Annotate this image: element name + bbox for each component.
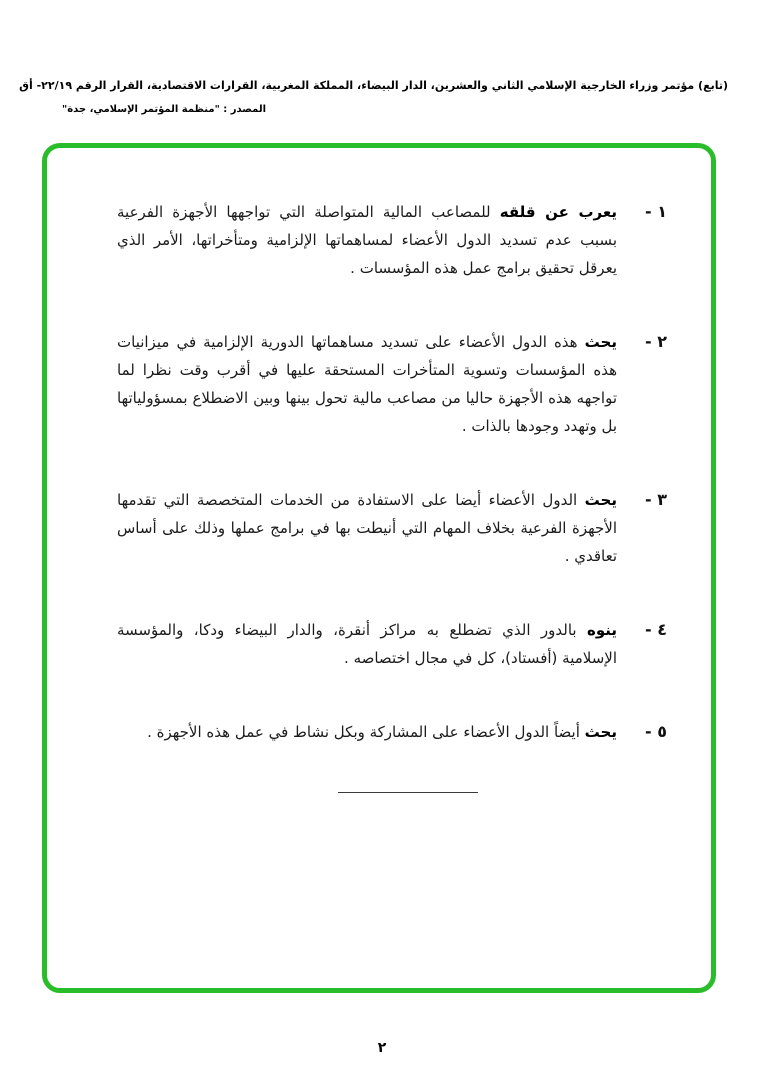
item-text bbox=[117, 486, 617, 570]
resolution-item bbox=[117, 718, 667, 746]
document-header: (تابع) مؤتمر وزراء الخارجية الإسلامي الثاني والعشرين، الدار البيضاء، المملكة المغربية، القرارات الاقتصادية، القرار الرقم ٢٢/١٩- أق bbox=[19, 79, 728, 92]
item-number: ٤ - bbox=[645, 620, 667, 639]
item-rest: أيضاً الدول الأعضاء على المشاركة وبكل نشاط في عمل هذه الأجهزة . bbox=[147, 723, 580, 741]
item-lead: يعرب عن قلقه bbox=[499, 203, 617, 221]
item-text bbox=[117, 616, 617, 672]
resolution-item bbox=[117, 198, 667, 282]
item-rest: الدول الأعضاء أيضا على الاستفادة من الخدمات المتخصصة التي تقدمها الأجهزة الفرعية بخلاف المهام التي أنيطت بها في برامج عملها وذلك على أساس تعاقدي . bbox=[117, 491, 617, 565]
item-text bbox=[117, 718, 617, 746]
item-lead: يحث bbox=[584, 723, 617, 741]
item-lead: ينوه bbox=[586, 621, 617, 639]
item-number: ٢ - bbox=[645, 332, 667, 351]
resolution-item bbox=[117, 328, 667, 440]
separator-line bbox=[338, 792, 478, 793]
item-rest: هذه الدول الأعضاء على تسديد مساهماتها الدورية الإلزامية في ميزانيات هذه المؤسسات وتسوية المتأخرات المستحقة عليها في أقرب وقت نظرا لما تواجهه هذه الأجهزة حاليا من مصاعب مالية تحول بينها وبين الاضطلاع بمسؤولياتها بل وتهدد وجودها بالذات . bbox=[117, 333, 617, 435]
item-text bbox=[117, 198, 617, 282]
resolution-list bbox=[47, 148, 711, 793]
item-text bbox=[117, 328, 617, 440]
item-number: ١ - bbox=[645, 202, 667, 221]
resolution-item bbox=[117, 616, 667, 672]
item-lead: يحث bbox=[584, 491, 617, 509]
page-number: ٢ bbox=[377, 1040, 387, 1056]
source-line: المصدر : "منظمة المؤتمر الإسلامي، جدة" bbox=[62, 104, 267, 115]
item-rest: بالدور الذي تضطلع به مراكز أنقرة، والدار البيضاء ودكا، والمؤسسة الإسلامية (أفستاد)، كل في مجال اختصاصه . bbox=[117, 621, 617, 667]
resolution-frame bbox=[42, 143, 716, 993]
item-lead: يحث bbox=[584, 333, 617, 351]
item-rest: للمصاعب المالية المتواصلة التي تواجهها الأجهزة الفرعية بسبب عدم تسديد الدول الأعضاء لمساهماتها الإلزامية ومتأخراتها، الأمر الذي يعرقل تحقيق برامج عمل هذه المؤسسات . bbox=[117, 203, 617, 277]
item-number: ٥ - bbox=[645, 722, 667, 741]
resolution-item bbox=[117, 486, 667, 570]
item-number: ٣ - bbox=[645, 490, 667, 509]
